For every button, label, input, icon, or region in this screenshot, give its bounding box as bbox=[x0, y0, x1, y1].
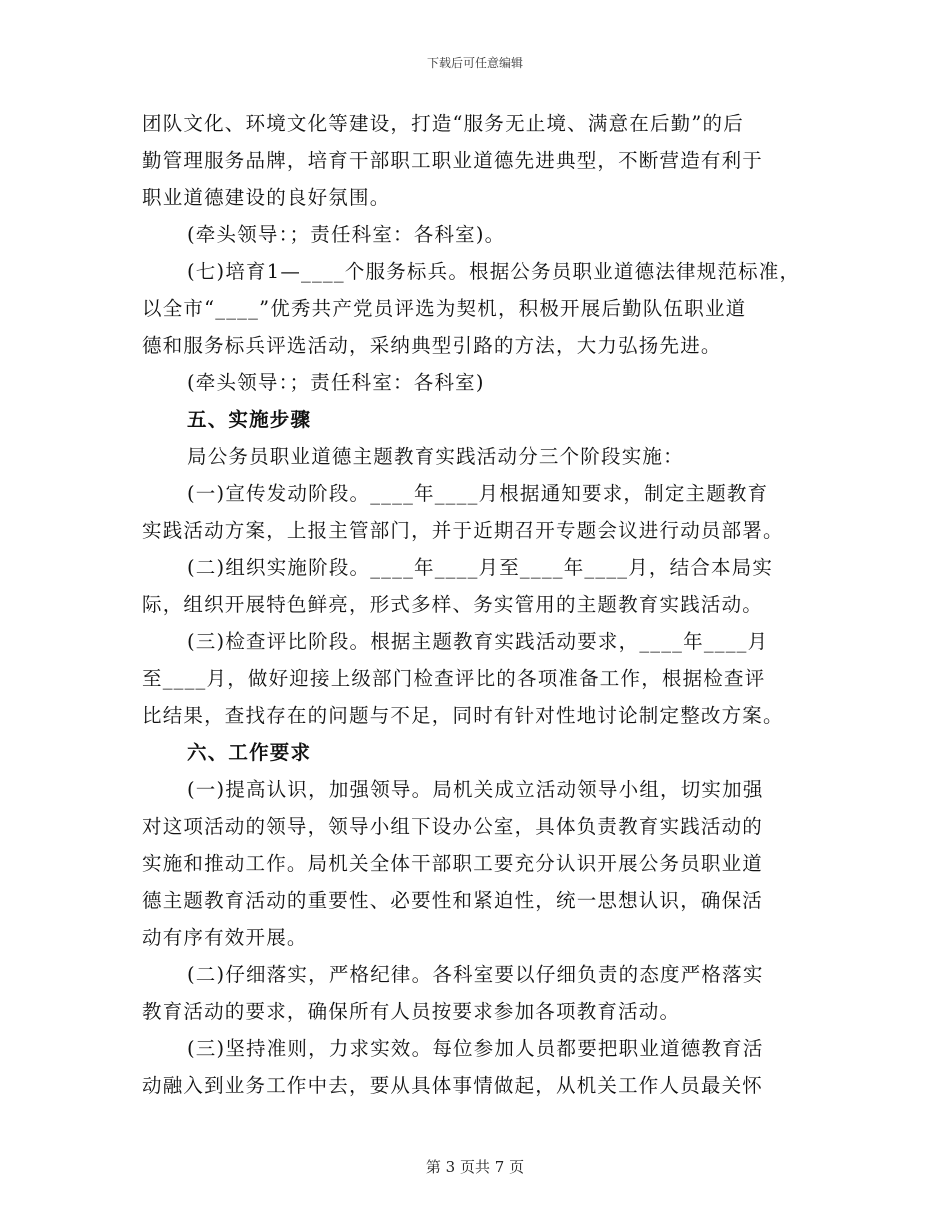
download-note: 下载后可任意编辑 bbox=[426, 56, 523, 70]
paragraph-line: 至____月，做好迎接上级部门检查评比的各项准备工作，根据检查评 bbox=[142, 667, 766, 690]
paragraph-line: (三)坚持准则，力求实效。每位参加人员都要把职业道德教育活 bbox=[187, 1037, 764, 1060]
paragraph-line: (一)宣传发动阶段。____年____月根据通知要求，制定主题教育 bbox=[187, 482, 769, 505]
section-heading-work-requirements: 六、工作要求 bbox=[187, 741, 312, 764]
paragraph-line: 对这项活动的领导，领导小组下设办公室，具体负责教育实践活动的 bbox=[142, 815, 764, 838]
paragraph-line: (牵头领导：；责任科室：各科室)。 bbox=[187, 223, 506, 246]
page-number: 第 3 页共 7 页 bbox=[425, 1158, 525, 1176]
paragraph-line: 局公务员职业道德主题教育实践活动分三个阶段实施： bbox=[187, 445, 684, 468]
paragraph-line: 德和服务标兵评选活动，采纳典型引路的方法，大力弘扬先进。 bbox=[142, 334, 722, 357]
paragraph-line: 勤管理服务品牌，培育干部职工职业道德先进典型，不断营造有利于 bbox=[142, 149, 764, 172]
paragraph-line: (三)检查评比阶段。根据主题教育实践活动要求，____年____月 bbox=[187, 630, 769, 653]
paragraph-line: (一)提高认识，加强领导。局机关成立活动领导小组，切实加强 bbox=[187, 778, 764, 801]
section-heading-implementation-steps: 五、实施步骤 bbox=[187, 408, 312, 431]
paragraph-line: (二)组织实施阶段。____年____月至____年____月，结合本局实 bbox=[187, 556, 774, 579]
paragraph-line: 动有序有效开展。 bbox=[142, 926, 308, 949]
document-body bbox=[142, 105, 822, 1104]
paragraph-line: (牵头领导：；责任科室：各科室) bbox=[187, 371, 485, 394]
paragraph-line: 职业道德建设的良好氛围。 bbox=[142, 186, 391, 209]
paragraph-line: 教育活动的要求，确保所有人员按要求参加各项教育活动。 bbox=[142, 1000, 681, 1023]
paragraph-line: 实施和推动工作。局机关全体干部职工要充分认识开展公务员职业道 bbox=[142, 852, 764, 875]
paragraph-line: 际，组织开展特色鲜亮，形式多样、务实管用的主题教育实践活动。 bbox=[142, 593, 764, 616]
paragraph-line: (二)仔细落实，严格纪律。各科室要以仔细负责的态度严格落实 bbox=[187, 963, 764, 986]
paragraph-line: (七)培育1—____个服务标兵。根据公务员职业道德法律规范标准， bbox=[187, 260, 801, 283]
paragraph-line: 德主题教育活动的重要性、必要性和紧迫性，统一思想认识，确保活 bbox=[142, 889, 764, 912]
paragraph-line: 团队文化、环境文化等建设，打造“服务无止境、满意在后勤”的后 bbox=[142, 112, 744, 135]
paragraph-line: 比结果，查找存在的问题与不足，同时有针对性地讨论制定整改方案。 bbox=[142, 704, 784, 727]
paragraph-line: 实践活动方案，上报主管部门，并于近期召开专题会议进行动员部署。 bbox=[142, 519, 784, 542]
paragraph-line: 动融入到业务工作中去，要从具体事情做起，从机关工作人员最关怀 bbox=[142, 1074, 764, 1097]
paragraph-line: 以全市“____”优秀共产党员评选为契机，积极开展后勤队伍职业道 bbox=[142, 297, 747, 320]
